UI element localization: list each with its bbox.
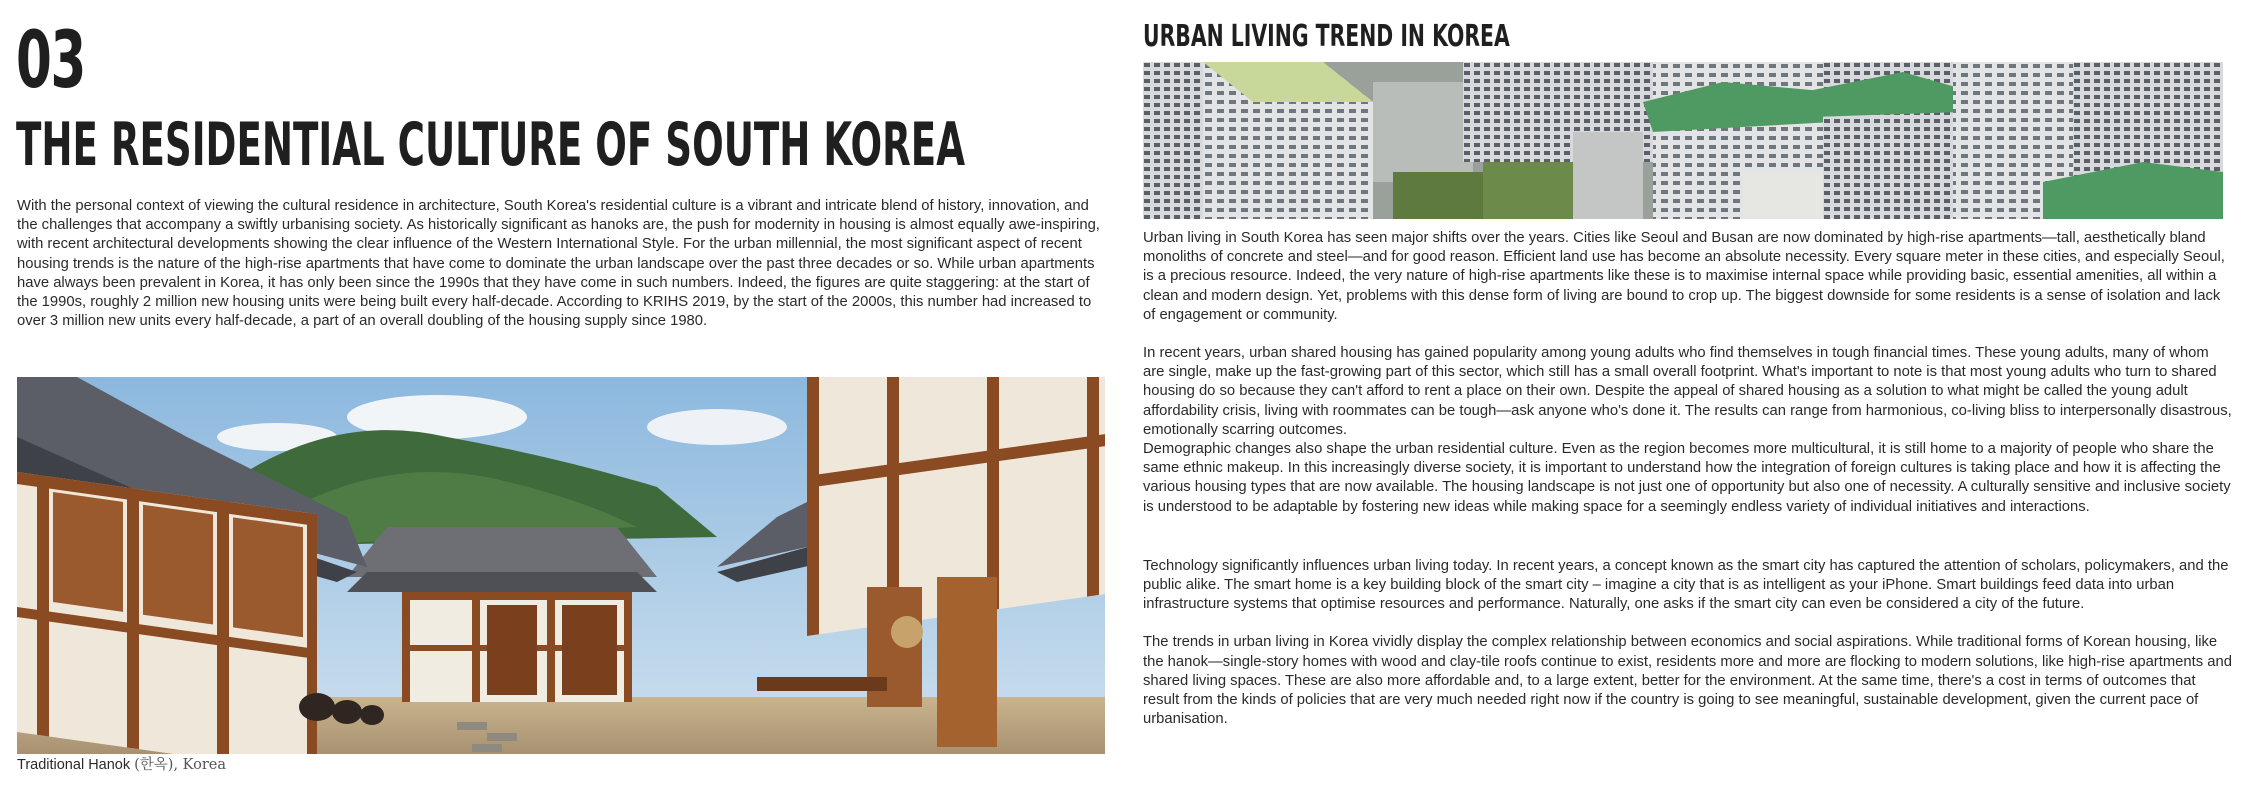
urban-paragraph-5: The trends in urban living in Korea vividly display the complex relationship between economics and social aspirations. While traditional forms of Korean housing, like the hanok—single-story homes with wood and clay-tile roofs continue to exist, residents more and more are flocking to modern solutions, like high-rise apartments and shared living spaces. These are also more affordable and, to a large extent, better for the environment. At the same time, there's a cost in terms of outcomes that result from the kinds of policies that are very much needed right now if the country is going to see meaningful, sustainable development, given the current pace of urbanisation. [1143,634,2232,728]
urban-paragraph-2: In recent years, urban shared housing has gained popularity among young adults who find themselves in tough financial times. These young adults, many of whom are single, make up the fast-growing part of this sector, which still has a small overall footprint. What's important to note is that most young adults who turn to shared housing do so because they can't afford to rent a place on their own. Despite the appeal of shared housing as a solution to what might be called the young adult affordability crisis, living with roommates can be tough—ask anyone who's done it. The results can range from harmonious, co-living bliss to interpersonally disastrous, emotionally scarring outcomes. [1143,345,2232,438]
chapter-number: 03 [16,16,86,106]
caption-label: Traditional Hanok [17,757,131,773]
caption-hangul: (한옥), Korea [134,757,227,773]
urban-paragraph-4: Technology significantly influences urban living today. In recent years, a concept known as the smart city has captured the attention of scholars, policymakers, and the public alike. The smart home is a key building block of the smart city – imagine a city that is as intelligent as your iPhone. Smart buildings feed data into urban infrastructure systems that optimise resources and performance. Naturally, one asks if the smart city can even be considered a city of the future. [1143,557,2229,613]
urban-paragraph-1: Urban living in South Korea has seen major shifts over the years. Cities like Seoul and Busan are now dominated by high-rise apartments—tall, aesthetically bland monoliths of concrete and steel—and for good reason. Efficient land use has become an absolute necessity. Every square meter in these cities, and especially Seoul, is a precious resource. Indeed, the very nature of high-rise apartments like these is to maximise internal space while providing basic, essential amenities, all within a clean and modern design. Yet, problems with this dense form of living are bound to crop up. The biggest downside for some residents is a sense of isolation and lack of engagement or community. [1143,230,2225,323]
photo-caption [17,756,226,774]
apartments-photo [1143,62,2223,219]
urban-text-column [1143,229,2233,729]
section-title: URBAN LIVING TREND IN KOREA [1143,19,1510,54]
chapter-title: THE RESIDENTIAL CULTURE OF SOUTH KOREA [16,110,965,180]
intro-paragraph: With the personal context of viewing the cultural residence in architecture, South Korea's residential culture is a vibrant and intricate blend of history, innovation, and the challenges that accompany a swiftly urbanising society. As historically significant as hanoks are, the push for modernity in housing is almost equally awe-inspiring, with recent architectural developments showing the clear influence of the Western International Style. For the urban millennial, the most significant aspect of recent housing trends is the nature of the high-rise apartments that have come to dominate the urban landscape over the past three decades or so. While urban apartments have always been prevalent in Korea, it has only been since the 1990s that they have come in such numbers. Indeed, the figures are quite staggering: at the start of the 1990s, roughly 2 million new housing units were being built every half-decade. According to KRIHS 2019, by the start of the 2000s, this number had increased to over 3 million new units every half-decade, a part of an overall doubling of the housing supply since 1980. [17,198,1100,330]
hanok-photo [17,377,1105,754]
urban-paragraph-3: Demographic changes also shape the urban residential culture. Even as the region becomes more multicultural, it is still home to a majority of people who share the same ethnic makeup. In this increasingly diverse society, it is important to understand how the integration of foreign cultures is taking place and how it is affecting the various housing types that are now available. The housing landscape is not just one of opportunity but also one of necessity. A culturally sensitive and inclusive society is understood to be adaptable by fostering new ideas while making space for a seemingly endless variety of individual initiatives and interactions. [1143,441,2231,515]
